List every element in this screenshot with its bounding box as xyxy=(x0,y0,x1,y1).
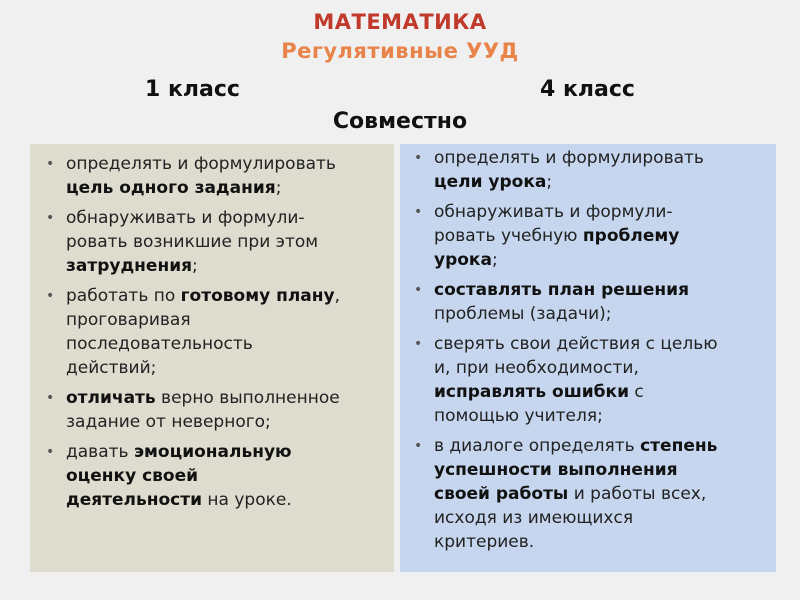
list-item xyxy=(44,284,384,380)
item-text: , xyxy=(334,286,340,306)
bullet-icon: • xyxy=(414,438,423,454)
item-text: критериев. xyxy=(434,532,535,552)
item-text: ; xyxy=(491,250,498,270)
item-text: верно выполненное xyxy=(155,388,340,408)
list-item xyxy=(412,146,766,194)
emphasized-text: эмоциональную xyxy=(133,442,292,462)
right-panel-grade-4 xyxy=(400,144,776,572)
item-text: ; xyxy=(192,256,198,276)
list-item xyxy=(44,440,384,512)
bullet-icon: • xyxy=(414,282,423,298)
bullet-icon: • xyxy=(414,204,423,220)
subject-title: МАТЕМАТИКА xyxy=(313,10,487,34)
bullet-icon: • xyxy=(414,336,423,352)
list-item xyxy=(412,332,766,428)
emphasized-text: успешности выполнения xyxy=(434,460,678,480)
list-item xyxy=(412,200,766,272)
bullet-icon: • xyxy=(46,390,55,406)
emphasized-text: оценку своей xyxy=(66,466,199,486)
grade-right-label: 4 класс xyxy=(540,77,635,102)
item-text: последовательность xyxy=(66,334,253,354)
item-text: сверять свои действия с целью xyxy=(434,334,718,354)
title-block xyxy=(0,8,800,66)
emphasized-text: деятельности xyxy=(66,490,203,510)
emphasized-text: степень xyxy=(640,436,718,456)
item-text: определять и формулировать xyxy=(434,148,704,168)
emphasized-text: цель одного задания xyxy=(66,178,276,198)
item-text: обнаруживать и формули- xyxy=(434,202,673,222)
bullet-icon: • xyxy=(46,444,55,460)
item-text: помощью учителя; xyxy=(434,406,603,426)
item-text: ; xyxy=(546,172,553,192)
bullet-icon: • xyxy=(414,150,423,166)
left-panel-grade-1 xyxy=(30,144,394,572)
grade-left-label: 1 класс xyxy=(145,77,240,102)
bullet-icon: • xyxy=(46,210,55,226)
list-item xyxy=(44,386,384,434)
emphasized-text: цели урока xyxy=(434,172,547,192)
item-text: и работы всех, xyxy=(568,484,707,504)
item-text: ; xyxy=(275,178,282,198)
item-text: обнаруживать и формули- xyxy=(66,208,305,228)
item-text: в диалоге определять xyxy=(434,436,641,456)
emphasized-text: отличать xyxy=(66,388,156,408)
item-text: действий; xyxy=(66,358,157,378)
list-item xyxy=(44,152,384,200)
list-item xyxy=(412,434,766,554)
item-text: задание от неверного; xyxy=(66,412,271,432)
emphasized-text: готовому плану xyxy=(180,286,335,306)
right-skill-list xyxy=(412,146,766,554)
emphasized-text: затруднения xyxy=(66,256,193,276)
emphasized-text: урока xyxy=(434,250,492,270)
bullet-icon: • xyxy=(46,288,55,304)
item-text: ровать возникшие при этом xyxy=(66,232,319,252)
item-text: ровать учебную xyxy=(434,226,583,246)
item-text: проблемы (задачи); xyxy=(434,304,612,324)
list-item xyxy=(44,206,384,278)
item-text: исходя из имеющихся xyxy=(434,508,634,528)
item-text: на уроке. xyxy=(202,490,292,510)
item-text: и, при необходимости, xyxy=(434,358,639,378)
joint-label: Совместно xyxy=(332,109,468,134)
list-item xyxy=(412,278,766,326)
subtitle: Регулятивные УУД xyxy=(281,39,519,63)
emphasized-text: своей работы xyxy=(434,484,569,504)
emphasized-text: проблему xyxy=(582,226,680,246)
emphasized-text: исправлять ошибки xyxy=(434,382,629,402)
item-text: определять и формулировать xyxy=(66,154,336,174)
item-text: работать по xyxy=(66,286,181,306)
item-text: проговаривая xyxy=(66,310,191,330)
item-text: давать xyxy=(66,442,134,462)
left-skill-list xyxy=(44,152,384,512)
emphasized-text: составлять план решения xyxy=(434,280,689,300)
item-text: с xyxy=(629,382,644,402)
bullet-icon: • xyxy=(46,156,55,172)
